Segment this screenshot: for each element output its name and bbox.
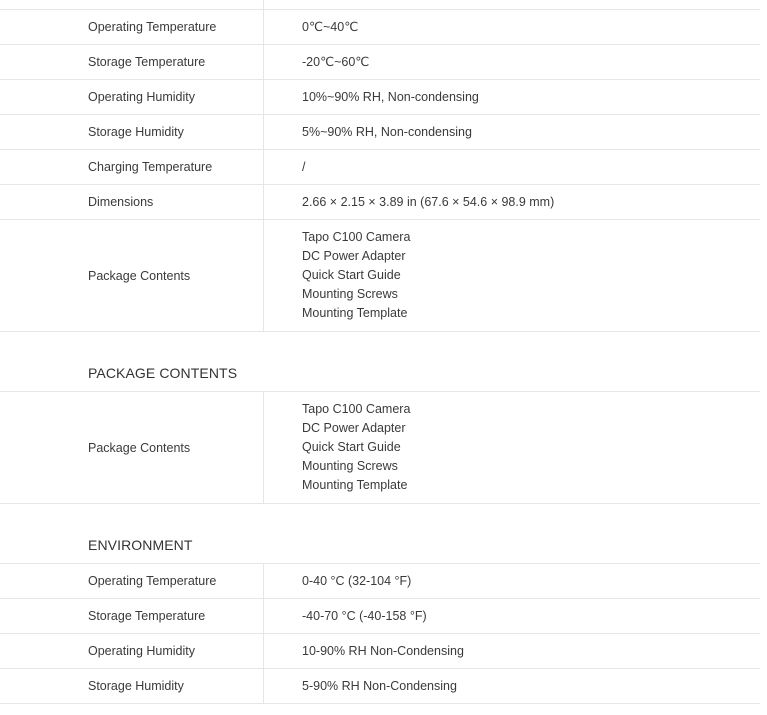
spec-value-line: DC Power Adapter xyxy=(302,249,406,263)
spec-label: Package Contents xyxy=(0,392,264,503)
table-row xyxy=(0,45,760,80)
section-heading-environment xyxy=(0,504,760,564)
section-title: ENVIRONMENT xyxy=(88,537,193,553)
spec-value xyxy=(264,564,760,598)
spec-table-environment xyxy=(0,564,760,704)
spec-value xyxy=(264,392,760,503)
spec-value-line: Tapo C100 Camera xyxy=(302,402,411,416)
spec-label: Operating Humidity xyxy=(0,634,264,668)
spec-label: Operating Temperature xyxy=(0,564,264,598)
table-row xyxy=(0,220,760,332)
spec-value-line: Quick Start Guide xyxy=(302,440,401,454)
spec-label: Dimensions xyxy=(0,185,264,219)
spec-value-line: / xyxy=(302,159,306,174)
spec-value-line: 0-40 °C (32-104 °F) xyxy=(302,573,412,588)
table-row xyxy=(0,634,760,669)
spec-value-line: 5-90% RH Non-Condensing xyxy=(302,678,457,693)
section-title: PACKAGE CONTENTS xyxy=(88,365,238,381)
table-row xyxy=(0,564,760,599)
spec-value-line: 0℃~40℃ xyxy=(302,19,359,34)
table-row xyxy=(0,80,760,115)
spec-label: Storage Temperature xyxy=(0,599,264,633)
spec-value xyxy=(264,634,760,668)
spec-value-line: Quick Start Guide xyxy=(302,268,401,282)
spec-value-line: Mounting Template xyxy=(302,306,408,320)
spec-table-package-contents xyxy=(0,392,760,504)
spec-value xyxy=(264,150,760,184)
table-row xyxy=(0,115,760,150)
table-row xyxy=(0,669,760,704)
spec-value xyxy=(264,45,760,79)
spec-value xyxy=(264,115,760,149)
table-row xyxy=(0,150,760,185)
spec-table-general xyxy=(0,10,760,332)
spec-label: Operating Humidity xyxy=(0,80,264,114)
section-heading-package-contents xyxy=(0,332,760,392)
table-row xyxy=(0,392,760,504)
table-row xyxy=(0,599,760,634)
spec-value-line: -40-70 °C (-40-158 °F) xyxy=(302,608,427,623)
spec-value xyxy=(264,185,760,219)
spec-value-line: 5%~90% RH, Non-condensing xyxy=(302,124,472,139)
spec-value xyxy=(264,10,760,44)
spec-value-line: DC Power Adapter xyxy=(302,421,406,435)
spec-label: Storage Humidity xyxy=(0,669,264,703)
spec-value xyxy=(264,80,760,114)
spec-label: Storage Temperature xyxy=(0,45,264,79)
spec-value-line: 10-90% RH Non-Condensing xyxy=(302,643,464,658)
spec-value xyxy=(264,599,760,633)
spec-value-line: 2.66 × 2.15 × 3.89 in (67.6 × 54.6 × 98.9 mm) xyxy=(302,194,555,209)
spec-value-line: Mounting Screws xyxy=(302,459,398,473)
spec-value-line: -20℃~60℃ xyxy=(302,54,370,69)
spec-value-line: 10%~90% RH, Non-condensing xyxy=(302,89,479,104)
spec-value-line: Mounting Template xyxy=(302,478,408,492)
table-row xyxy=(0,10,760,45)
spec-value xyxy=(264,220,760,331)
spec-label: Charging Temperature xyxy=(0,150,264,184)
spec-label: Package Contents xyxy=(0,220,264,331)
table-row-partial xyxy=(0,0,760,10)
table-row xyxy=(0,185,760,220)
spec-value-line: Tapo C100 Camera xyxy=(302,230,411,244)
spec-value xyxy=(264,669,760,703)
spec-label: Storage Humidity xyxy=(0,115,264,149)
spec-label: Operating Temperature xyxy=(0,10,264,44)
spec-value-line: Mounting Screws xyxy=(302,287,398,301)
table-cell-divider xyxy=(0,0,264,9)
